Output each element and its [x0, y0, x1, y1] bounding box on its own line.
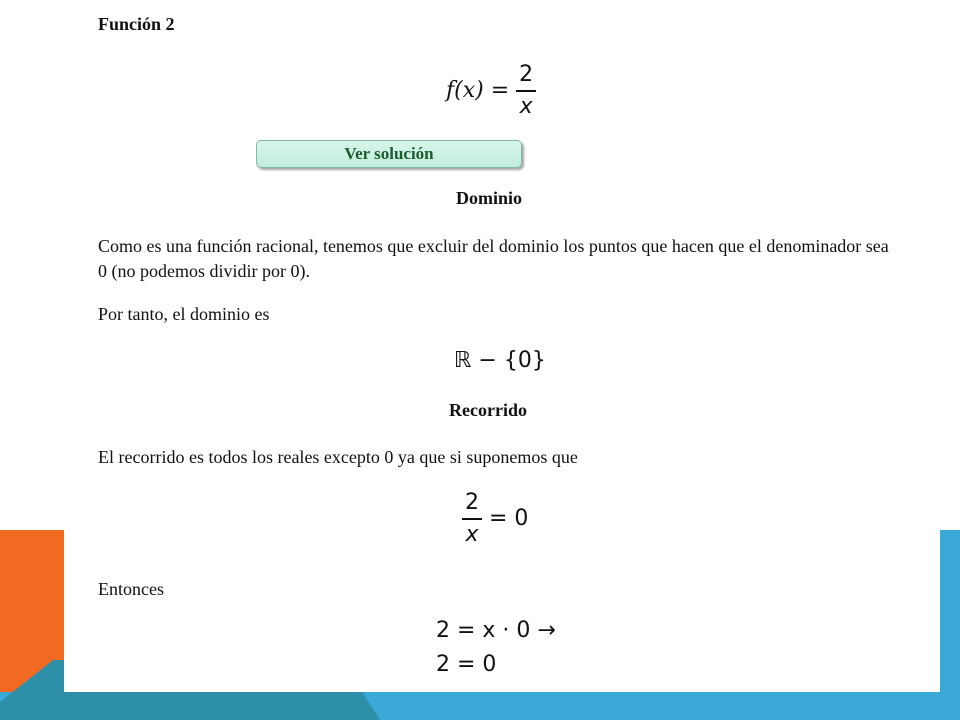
dominio-paragraph: Como es una función racional, tenemos que excluir del dominio los puntos que hacen que el denominador sea 0 (no podemos dividir por 0).: [98, 236, 889, 281]
function-denominator: x: [519, 94, 533, 119]
section-title: Función 2: [98, 14, 175, 34]
recorrido-equation: [462, 490, 528, 548]
equation-denominator: x: [465, 522, 479, 547]
dominio-heading: Dominio: [456, 188, 523, 208]
show-solution-button[interactable]: Ver solución: [256, 140, 522, 168]
function-lhs: f(x) =: [446, 78, 510, 103]
recorrido-heading: Recorrido: [449, 400, 527, 420]
function-formula: [446, 62, 536, 120]
recorrido-paragraph: El recorrido es todos los reales excepto 0 ya que si suponemos que: [98, 447, 578, 467]
derivation-line-1: 2 = x · 0 →: [436, 618, 556, 643]
equation-numerator: 2: [465, 490, 479, 515]
equation-rhs: = 0: [489, 506, 529, 531]
function-numerator: 2: [519, 62, 534, 87]
content-panel: [64, 530, 940, 692]
entonces-label: Entonces: [98, 579, 164, 599]
derivation-line-2: 2 = 0: [436, 652, 497, 677]
dominio-conclusion: Por tanto, el dominio es: [98, 304, 270, 324]
dominio-result: ℝ − {0}: [454, 348, 546, 373]
